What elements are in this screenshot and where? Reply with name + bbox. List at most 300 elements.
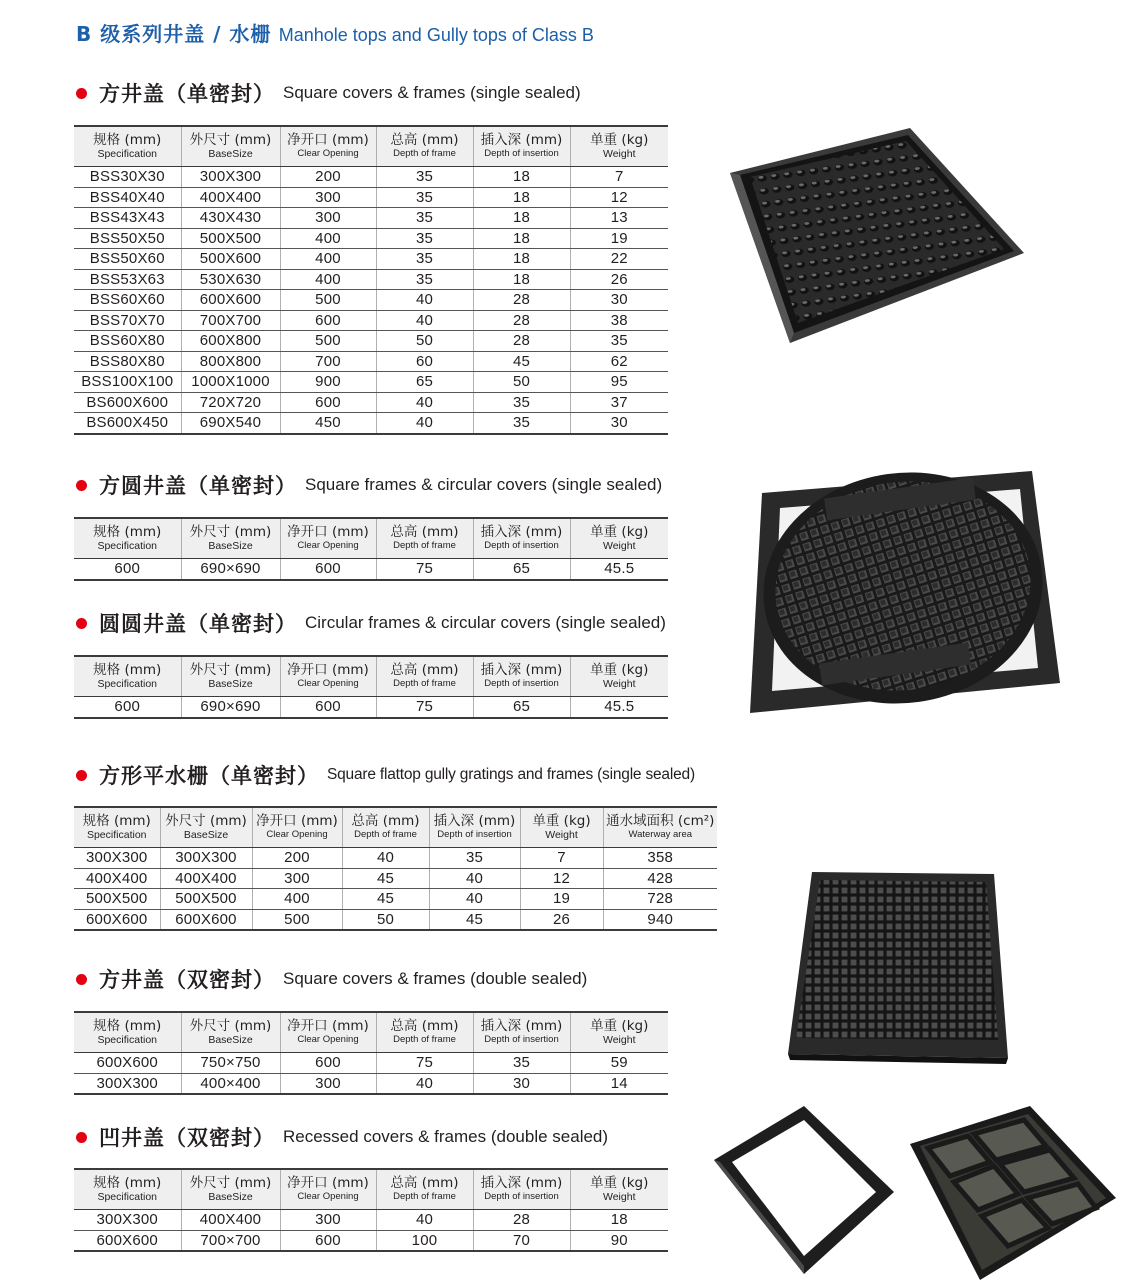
table-cell: 1000X1000 <box>181 372 280 393</box>
section-title-cn: 方井盖（单密封） <box>99 82 275 106</box>
bullet-icon <box>76 88 87 99</box>
table-cell: 400X400 <box>181 187 280 208</box>
column-header-height <box>376 656 473 697</box>
table-cell: 35 <box>376 208 473 229</box>
table-cell: 40 <box>429 868 520 889</box>
column-header-waterway <box>603 807 717 848</box>
table-cell: 30 <box>570 290 668 311</box>
table-cell: 600X600 <box>160 909 252 930</box>
table-cell: 28 <box>473 331 570 352</box>
table-cell: 690×690 <box>181 697 280 718</box>
column-header-height <box>376 518 473 559</box>
spec-table-square-single <box>74 125 668 435</box>
column-header-height <box>376 1169 473 1210</box>
table-cell: 75 <box>376 1053 473 1074</box>
table-cell: 300 <box>280 208 376 229</box>
table-row <box>74 848 717 869</box>
table-cell: 28 <box>473 1210 570 1231</box>
recessed-frame-image <box>708 1100 898 1278</box>
table-cell: 45 <box>473 351 570 372</box>
section-title-en: Recessed covers & frames (double sealed) <box>283 1127 609 1146</box>
column-header-cn: 总高 (mm) <box>390 1018 459 1035</box>
table-cell: 45.5 <box>570 697 668 718</box>
table-cell: 35 <box>376 269 473 290</box>
column-header-en: Depth of insertion <box>484 539 559 551</box>
column-header-cn: 规格 (mm) <box>93 1174 162 1191</box>
column-header-spec <box>74 807 160 848</box>
column-header-opening <box>280 1012 376 1053</box>
table-cell: 450 <box>280 413 376 434</box>
table-row <box>74 167 668 188</box>
table-cell: 500X600 <box>181 249 280 270</box>
table-cell: 50 <box>342 909 429 930</box>
table-cell: 18 <box>473 269 570 290</box>
column-header-height <box>342 807 429 848</box>
table-cell: 40 <box>376 290 473 311</box>
column-header-cn: 单重 (kg) <box>590 1174 649 1191</box>
table-cell: 37 <box>570 392 668 413</box>
table-row <box>74 392 668 413</box>
column-header-size <box>160 807 252 848</box>
column-header-insertion <box>429 807 520 848</box>
column-header-en: Depth of insertion <box>437 828 512 840</box>
bullet-icon <box>76 770 87 781</box>
section-heading <box>76 78 581 108</box>
column-header-cn: 外尺寸 (mm) <box>165 812 247 829</box>
section-heading <box>76 470 662 500</box>
column-header-spec <box>74 126 181 167</box>
table-row <box>74 228 668 249</box>
table-cell: 500X500 <box>160 889 252 910</box>
column-header-cn: 规格 (mm) <box>93 131 162 148</box>
column-header-cn: 外尺寸 (mm) <box>189 1017 272 1034</box>
table-cell: 40 <box>376 413 473 434</box>
column-header-opening <box>280 518 376 559</box>
column-header-insertion <box>473 1012 570 1053</box>
table-cell: 50 <box>473 372 570 393</box>
table-row <box>74 351 668 372</box>
table-cell: 500X500 <box>181 228 280 249</box>
table-cell: 28 <box>473 310 570 331</box>
table-cell: 50 <box>376 331 473 352</box>
column-header-en: Clear Opening <box>297 539 359 551</box>
table-cell: 700X700 <box>181 310 280 331</box>
table-cell: 300 <box>280 1073 376 1094</box>
table-cell: 13 <box>570 208 668 229</box>
table-cell: 300X300 <box>74 848 160 869</box>
table-cell: 40 <box>376 1073 473 1094</box>
column-header-size <box>181 1012 280 1053</box>
table-cell: 600 <box>280 310 376 331</box>
column-header-en: BaseSize <box>183 829 229 842</box>
column-header-cn: 外尺寸 (mm) <box>189 523 272 540</box>
table-cell: 65 <box>473 697 570 718</box>
table-cell: BSS100X100 <box>74 372 181 393</box>
section-title-en: Square covers & frames (single sealed) <box>283 83 581 102</box>
table-cell: 7 <box>520 848 603 869</box>
section-title-cn: 方井盖（双密封） <box>99 968 275 992</box>
column-header-en: BaseSize <box>208 1034 253 1047</box>
page-title-en: Manhole tops and Gully tops of Class B <box>278 25 594 45</box>
table-cell: 300 <box>280 187 376 208</box>
bullet-icon <box>76 1132 87 1143</box>
column-header-cn: 插入深 (mm) <box>480 1018 563 1035</box>
table-cell: 100 <box>376 1230 473 1251</box>
circular-cover-image <box>740 463 1062 721</box>
section-title-cn: 方形平水栅（单密封） <box>99 764 319 788</box>
table-cell: 45.5 <box>570 559 668 580</box>
column-header-en: Weight <box>603 1191 636 1204</box>
section-heading <box>76 964 587 994</box>
column-header-cn: 净开口 (mm) <box>256 813 338 830</box>
table-cell: 90 <box>570 1230 668 1251</box>
table-cell: 40 <box>429 889 520 910</box>
table-cell: 430X430 <box>181 208 280 229</box>
section-title-cn: 方圆井盖（单密封） <box>99 474 297 498</box>
table-cell: BSS43X43 <box>74 208 181 229</box>
column-header-en: Depth of frame <box>393 1033 456 1045</box>
column-header-spec <box>74 518 181 559</box>
section-title-en: Circular frames & circular covers (single sealed) <box>305 613 666 632</box>
table-cell: 500 <box>280 331 376 352</box>
column-header-cn: 插入深 (mm) <box>433 813 516 830</box>
table-cell: 62 <box>570 351 668 372</box>
table-row <box>74 372 668 393</box>
table-cell: 700 <box>280 351 376 372</box>
column-header-en: Depth of insertion <box>484 1190 559 1202</box>
bullet-icon <box>76 480 87 491</box>
table-cell: 45 <box>342 868 429 889</box>
table-cell: 900 <box>280 372 376 393</box>
table-row <box>74 187 668 208</box>
column-header-size <box>181 656 280 697</box>
table-cell: 65 <box>473 559 570 580</box>
table-cell: 18 <box>473 187 570 208</box>
column-header-insertion <box>473 656 570 697</box>
table-cell: BSS50X60 <box>74 249 181 270</box>
column-header-en: Depth of frame <box>393 1190 456 1202</box>
table-cell: 500X500 <box>74 889 160 910</box>
table-cell: 40 <box>342 848 429 869</box>
table-cell: 400×400 <box>181 1073 280 1094</box>
column-header-en: Weight <box>603 678 636 691</box>
column-header-en: Specification <box>97 678 158 691</box>
table-cell: 35 <box>376 167 473 188</box>
table-cell: 600 <box>280 1230 376 1251</box>
table-cell: 26 <box>520 909 603 930</box>
column-header-cn: 插入深 (mm) <box>480 1175 563 1192</box>
column-header-height <box>376 1012 473 1053</box>
table-cell: 400 <box>280 249 376 270</box>
table-row <box>74 413 668 434</box>
column-header-spec <box>74 1169 181 1210</box>
table-cell: BSS40X40 <box>74 187 181 208</box>
section-title-en: Square flattop gully gratings and frames (single sealed) <box>327 766 695 783</box>
table-cell: 35 <box>473 1053 570 1074</box>
column-header-cn: 规格 (mm) <box>93 523 162 540</box>
column-header-cn: 单重 (kg) <box>590 131 649 148</box>
column-header-en: Specification <box>97 540 158 553</box>
column-header-en: Depth of frame <box>393 677 456 689</box>
spec-table-square-double <box>74 1011 668 1095</box>
table-cell: 12 <box>520 868 603 889</box>
table-cell: 690×690 <box>181 559 280 580</box>
table-row <box>74 868 717 889</box>
column-header-en: BaseSize <box>208 1191 253 1204</box>
table-cell: 400 <box>252 889 342 910</box>
table-cell: 358 <box>603 848 717 869</box>
table-cell: 600 <box>280 559 376 580</box>
table-cell: 40 <box>376 310 473 331</box>
table-cell: 750×750 <box>181 1053 280 1074</box>
section-title-en: Square covers & frames (double sealed) <box>283 969 588 988</box>
column-header-cn: 规格 (mm) <box>93 661 162 678</box>
table-cell: 75 <box>376 697 473 718</box>
section-heading <box>76 760 695 790</box>
spec-table-circular-circular <box>74 655 668 719</box>
column-header-cn: 通水域面积 (cm²) <box>606 813 715 830</box>
table-cell: 14 <box>570 1073 668 1094</box>
table-cell: 35 <box>376 228 473 249</box>
table-cell: 18 <box>473 249 570 270</box>
table-cell: 400X400 <box>160 868 252 889</box>
table-cell: 30 <box>473 1073 570 1094</box>
table-row <box>74 1053 668 1074</box>
column-header-en: Depth of frame <box>393 539 456 551</box>
table-cell: 530X630 <box>181 269 280 290</box>
table-cell: 18 <box>473 228 570 249</box>
section-title-en: Square frames & circular covers (single sealed) <box>305 475 663 494</box>
column-header-en: Weight <box>603 148 636 161</box>
column-header-height <box>376 126 473 167</box>
table-cell: 600 <box>280 697 376 718</box>
section-title-cn: 凹井盖（双密封） <box>99 1126 275 1150</box>
table-cell: 500 <box>280 290 376 311</box>
table-cell: BSS60X80 <box>74 331 181 352</box>
table-cell: 600 <box>280 1053 376 1074</box>
column-header-opening <box>280 126 376 167</box>
table-cell: 400X400 <box>181 1210 280 1231</box>
column-header-en: Depth of insertion <box>484 1033 559 1045</box>
column-header-en: Depth of frame <box>354 828 417 840</box>
gully-grating-image <box>786 868 1010 1064</box>
recessed-cover-image <box>906 1104 1120 1282</box>
table-cell: BSS70X70 <box>74 310 181 331</box>
column-header-en: Depth of insertion <box>484 147 559 159</box>
table-cell: 600 <box>74 559 181 580</box>
table-cell: 35 <box>473 392 570 413</box>
column-header-weight <box>570 1012 668 1053</box>
table-cell: BS600X450 <box>74 413 181 434</box>
table-cell: 800X800 <box>181 351 280 372</box>
table-cell: 300 <box>252 868 342 889</box>
table-cell: 600 <box>74 697 181 718</box>
table-cell: BSS50X50 <box>74 228 181 249</box>
section-heading <box>76 608 666 638</box>
table-row <box>74 249 668 270</box>
column-header-insertion <box>473 126 570 167</box>
table-cell: BSS30X30 <box>74 167 181 188</box>
table-cell: 22 <box>570 249 668 270</box>
column-header-cn: 规格 (mm) <box>93 1017 162 1034</box>
column-header-cn: 净开口 (mm) <box>287 524 369 541</box>
column-header-en: Waterway area <box>628 828 693 840</box>
table-cell: 300X300 <box>181 167 280 188</box>
column-header-cn: 单重 (kg) <box>590 1017 649 1034</box>
table-cell: BS600X600 <box>74 392 181 413</box>
table-cell: BSS53X63 <box>74 269 181 290</box>
spec-table-recessed-double <box>74 1168 668 1252</box>
column-header-cn: 总高 (mm) <box>390 662 459 679</box>
table-cell: 75 <box>376 559 473 580</box>
table-cell: 18 <box>473 167 570 188</box>
column-header-cn: 总高 (mm) <box>351 813 420 830</box>
table-cell: 30 <box>570 413 668 434</box>
table-cell: 600X600 <box>74 1053 181 1074</box>
table-cell: 19 <box>520 889 603 910</box>
column-header-opening <box>280 656 376 697</box>
section-heading <box>76 1122 608 1152</box>
column-header-en: Clear Opening <box>297 677 359 689</box>
table-cell: 19 <box>570 228 668 249</box>
column-header-spec <box>74 656 181 697</box>
table-cell: 35 <box>376 249 473 270</box>
column-header-cn: 插入深 (mm) <box>480 662 563 679</box>
column-header-insertion <box>473 518 570 559</box>
table-cell: 300X300 <box>74 1210 181 1231</box>
column-header-en: Weight <box>603 540 636 553</box>
column-header-en: Specification <box>97 1034 158 1047</box>
column-header-en: Clear Opening <box>266 828 328 840</box>
table-row <box>74 269 668 290</box>
bullet-icon <box>76 974 87 985</box>
column-header-en: BaseSize <box>208 148 253 161</box>
column-header-en: Specification <box>86 829 147 842</box>
table-cell: 400X400 <box>74 868 160 889</box>
table-cell: 200 <box>252 848 342 869</box>
column-header-en: BaseSize <box>208 678 253 691</box>
column-header-cn: 插入深 (mm) <box>480 524 563 541</box>
table-cell: 200 <box>280 167 376 188</box>
table-cell: 300X300 <box>74 1073 181 1094</box>
column-header-cn: 单重 (kg) <box>590 661 649 678</box>
column-header-size <box>181 1169 280 1210</box>
page-title <box>76 18 594 47</box>
table-cell: 35 <box>473 413 570 434</box>
table-cell: BSS80X80 <box>74 351 181 372</box>
column-header-weight <box>520 807 603 848</box>
table-cell: 95 <box>570 372 668 393</box>
column-header-cn: 净开口 (mm) <box>287 132 369 149</box>
table-cell: 400 <box>280 228 376 249</box>
column-header-cn: 插入深 (mm) <box>480 132 563 149</box>
column-header-opening <box>280 1169 376 1210</box>
table-row <box>74 331 668 352</box>
table-row <box>74 909 717 930</box>
table-cell: 428 <box>603 868 717 889</box>
table-cell: 60 <box>376 351 473 372</box>
table-cell: 300 <box>280 1210 376 1231</box>
column-header-size <box>181 126 280 167</box>
table-cell: 500 <box>252 909 342 930</box>
table-cell: 18 <box>570 1210 668 1231</box>
column-header-en: Depth of insertion <box>484 677 559 689</box>
column-header-en: Depth of frame <box>393 147 456 159</box>
column-header-insertion <box>473 1169 570 1210</box>
table-row <box>74 889 717 910</box>
section-title-cn: 圆圆井盖（单密封） <box>99 612 297 636</box>
table-cell: 35 <box>376 187 473 208</box>
table-cell: 40 <box>376 392 473 413</box>
column-header-cn: 外尺寸 (mm) <box>189 1174 272 1191</box>
spec-table-square-circular <box>74 517 668 581</box>
column-header-cn: 外尺寸 (mm) <box>189 131 272 148</box>
table-cell: 18 <box>473 208 570 229</box>
table-cell: 400 <box>280 269 376 290</box>
table-row <box>74 1210 668 1231</box>
table-cell: 40 <box>376 1210 473 1231</box>
table-cell: 26 <box>570 269 668 290</box>
column-header-en: Specification <box>97 1191 158 1204</box>
table-cell: 300X300 <box>160 848 252 869</box>
column-header-en: Clear Opening <box>297 1190 359 1202</box>
column-header-cn: 净开口 (mm) <box>287 662 369 679</box>
table-cell: 600X600 <box>181 290 280 311</box>
table-cell: 600X600 <box>74 1230 181 1251</box>
table-cell: 35 <box>429 848 520 869</box>
table-cell: 690X540 <box>181 413 280 434</box>
table-row <box>74 697 668 718</box>
column-header-cn: 规格 (mm) <box>82 812 151 829</box>
column-header-cn: 单重 (kg) <box>532 812 591 829</box>
table-cell: BSS60X60 <box>74 290 181 311</box>
table-row <box>74 1230 668 1251</box>
table-cell: 7 <box>570 167 668 188</box>
table-cell: 45 <box>342 889 429 910</box>
table-cell: 59 <box>570 1053 668 1074</box>
table-cell: 70 <box>473 1230 570 1251</box>
table-cell: 720X720 <box>181 392 280 413</box>
table-cell: 728 <box>603 889 717 910</box>
table-cell: 65 <box>376 372 473 393</box>
column-header-en: BaseSize <box>208 540 253 553</box>
table-row <box>74 559 668 580</box>
column-header-cn: 外尺寸 (mm) <box>189 661 272 678</box>
table-cell: 600 <box>280 392 376 413</box>
table-cell: 38 <box>570 310 668 331</box>
column-header-en: Clear Opening <box>297 1033 359 1045</box>
column-header-weight <box>570 518 668 559</box>
table-cell: 45 <box>429 909 520 930</box>
column-header-opening <box>252 807 342 848</box>
table-cell: 12 <box>570 187 668 208</box>
column-header-cn: 总高 (mm) <box>390 524 459 541</box>
column-header-cn: 总高 (mm) <box>390 1175 459 1192</box>
table-cell: 700×700 <box>181 1230 280 1251</box>
column-header-en: Specification <box>97 148 158 161</box>
table-cell: 600X800 <box>181 331 280 352</box>
column-header-cn: 单重 (kg) <box>590 523 649 540</box>
column-header-weight <box>570 1169 668 1210</box>
table-cell: 35 <box>570 331 668 352</box>
table-cell: 600X600 <box>74 909 160 930</box>
column-header-cn: 净开口 (mm) <box>287 1175 369 1192</box>
bullet-icon <box>76 618 87 629</box>
column-header-cn: 总高 (mm) <box>390 132 459 149</box>
column-header-weight <box>570 126 668 167</box>
column-header-cn: 净开口 (mm) <box>287 1018 369 1035</box>
table-row <box>74 208 668 229</box>
